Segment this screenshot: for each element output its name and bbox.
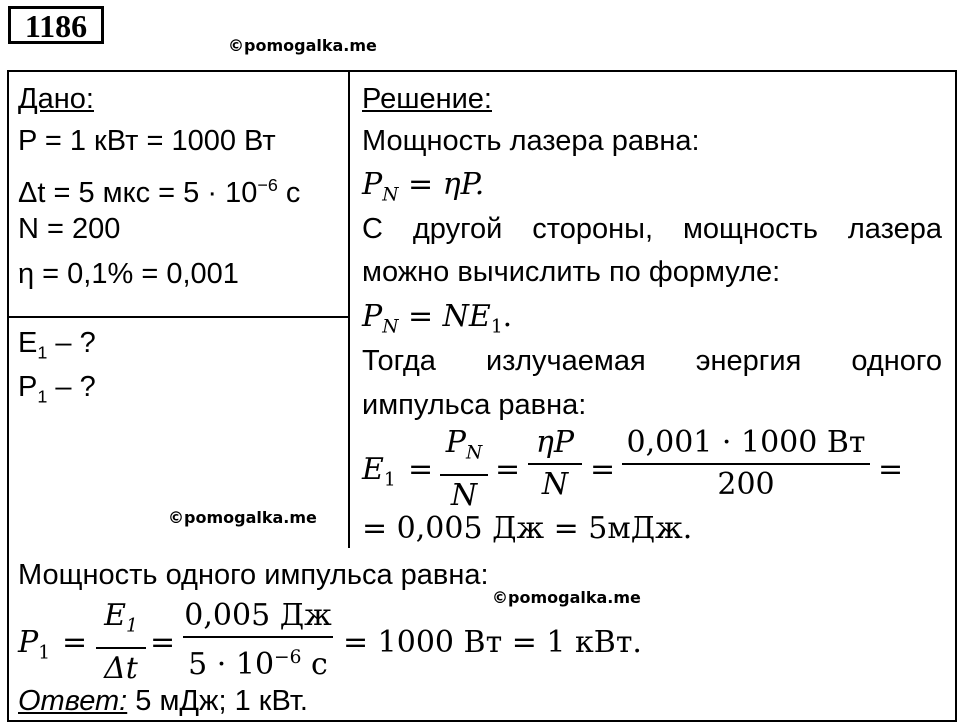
fraction-bar	[183, 636, 333, 638]
column-divider	[348, 70, 350, 548]
solution-heading: Решение:	[362, 83, 492, 115]
given-photons: N = 200	[18, 213, 121, 245]
fraction-bar	[96, 647, 146, 649]
given-duration	[18, 168, 300, 210]
word: С	[362, 213, 383, 245]
answer	[18, 684, 308, 718]
formula-1-rhs: = ηP.	[398, 167, 485, 202]
fraction-eta-p-over-n	[528, 425, 582, 503]
word: мощность	[682, 213, 818, 245]
word: Тогда	[362, 345, 436, 377]
fraction-numerator	[440, 425, 488, 472]
solution-text-5: импульса равна:	[362, 389, 587, 421]
word: другой	[412, 213, 503, 245]
problem-number: 1186	[8, 6, 104, 44]
find-pulse-power-base: P	[18, 371, 38, 403]
fraction-denominator: 200	[717, 467, 775, 502]
given-duration-main: Δt = 5 мкс = 5 · 10	[18, 176, 258, 209]
find-energy	[18, 326, 96, 369]
fraction-numerator-sub: 1	[126, 615, 138, 637]
equals-sign: =	[62, 625, 88, 660]
fraction-denominator: N	[450, 477, 478, 513]
fraction-bar	[622, 463, 870, 465]
formula-4-lhs-sub: 1	[38, 642, 51, 664]
equals-sign: =	[495, 452, 521, 487]
formula-3-lhs	[362, 453, 396, 498]
formula-2-sub2: 1	[490, 316, 503, 338]
bottom-text: Мощность одного импульса равна:	[18, 559, 489, 591]
word: излучаемая	[485, 345, 646, 377]
fraction-e-over-dt	[96, 598, 146, 687]
given-efficiency: η = 0,1% = 0,001	[18, 258, 239, 290]
solution-text-4	[362, 344, 942, 378]
solution-text-2	[362, 212, 942, 246]
formula-1-lhs: P	[362, 167, 383, 202]
formula-4-lhs	[18, 626, 50, 671]
fraction-numerator-base: P	[445, 425, 466, 460]
find-pulse-power-tail: – ?	[47, 371, 96, 403]
formula-3-lhs-sub: 1	[383, 469, 396, 491]
fraction-numerator-sub: N	[465, 442, 483, 464]
fraction-denominator: N	[541, 467, 569, 502]
formula-2-sub: N	[382, 316, 399, 338]
fraction-bar	[528, 463, 582, 465]
fraction-denominator-main: 5 · 10	[188, 647, 275, 683]
fraction-numerator	[96, 598, 146, 645]
find-pulse-power	[18, 370, 96, 413]
formula-4-lhs-base: P	[18, 625, 39, 660]
equals-sign: =	[408, 452, 434, 487]
word: энергия	[695, 345, 802, 377]
formula-power-efficiency	[362, 168, 484, 213]
fraction-pn-over-n	[440, 425, 488, 514]
answer-label: Ответ:	[18, 685, 128, 717]
fraction-numerator-base: E	[104, 598, 127, 633]
energy-result: = 0,005 Дж = 5мДж.	[362, 511, 693, 546]
equals-sign: =	[150, 625, 176, 660]
solution-text-3: можно вычислить по формуле:	[362, 256, 781, 288]
given-heading: Дано:	[18, 83, 94, 115]
formula-2-end: .	[502, 299, 513, 334]
word: лазера	[847, 213, 942, 245]
formula-2-mid: = NE	[398, 299, 491, 334]
fraction-denominator	[183, 640, 333, 683]
watermark-middle: ©pomogalka.me	[168, 508, 317, 527]
equals-sign: =	[590, 452, 616, 487]
fraction-bar	[440, 474, 488, 476]
find-pulse-power-sub: 1	[37, 386, 48, 407]
fraction-numeric-energy	[622, 425, 870, 503]
word: стороны,	[532, 213, 654, 245]
word: одного	[851, 345, 942, 377]
formula-2-lhs: P	[362, 299, 383, 334]
solution-text-1: Мощность лазера равна:	[362, 125, 700, 157]
watermark-bottom: ©pomogalka.me	[492, 588, 641, 607]
given-duration-unit: с	[277, 176, 301, 209]
given-duration-exponent: −6	[257, 175, 278, 195]
formula-power-photons	[362, 300, 512, 345]
watermark-top: ©pomogalka.me	[228, 36, 377, 55]
fraction-numerator: 0,001 · 1000 Вт	[626, 425, 866, 460]
formula-3-lhs-base: E	[362, 452, 384, 487]
find-energy-base: E	[18, 327, 38, 359]
fraction-numerator: ηP	[535, 425, 575, 460]
formula-1-sub: N	[382, 184, 399, 206]
given-power: P = 1 кВт = 1000 Вт	[18, 125, 276, 157]
fraction-numerator: 0,005 Дж	[184, 598, 332, 633]
find-energy-tail: – ?	[47, 327, 96, 359]
equals-sign: =	[878, 452, 904, 487]
fraction-denominator-unit: с	[301, 647, 328, 683]
fraction-denominator-exponent: −6	[274, 647, 302, 668]
given-find-divider	[7, 316, 350, 318]
fraction-denominator: Δt	[104, 650, 138, 686]
answer-text: 5 мДж; 1 кВт.	[127, 685, 308, 717]
find-energy-sub: 1	[37, 342, 48, 363]
fraction-numeric-power	[183, 598, 333, 683]
power-result: = 1000 Вт = 1 кВт.	[343, 625, 642, 660]
